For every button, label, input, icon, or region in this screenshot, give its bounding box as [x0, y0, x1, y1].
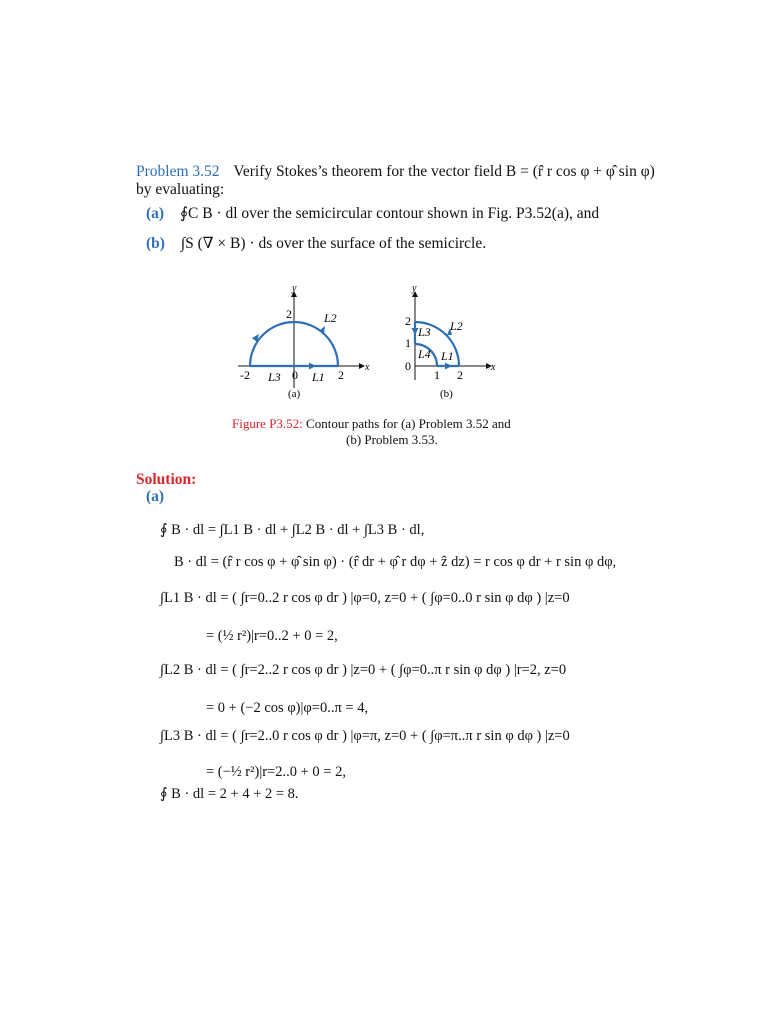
fig-b-label-L1: L1	[441, 349, 454, 363]
figure-caption-line-2: (b) Problem 3.53.	[346, 432, 438, 447]
part-b-text: ∫S (∇ × B) · ds over the surface of the semicircle.	[180, 235, 487, 252]
solution-part-a-label: (a)	[146, 488, 165, 505]
figure-caption-text: Contour paths for (a) Problem 3.52 and	[306, 416, 511, 431]
solution-line-3: ∫L1 B · dl = ( ∫r=0..2 r cos φ dr ) |φ=0, z=0 + ( ∫φ=0..0 r sin φ dφ ) |z=0	[160, 590, 570, 606]
solution-line-4: = (½ r²)|r=0..2 + 0 = 2,	[206, 628, 338, 644]
fig-a-label-L2: L2	[324, 311, 337, 325]
fig-a-label-L1: L1	[312, 370, 325, 384]
problem-line-2: by evaluating:	[136, 181, 225, 198]
fig-b-tick-x1: 1	[434, 368, 440, 382]
figure-b	[395, 280, 505, 400]
fig-a-label-L3: L3	[268, 370, 281, 384]
solution-line-6: = 0 + (−2 cos φ)|φ=0..π = 4,	[206, 700, 369, 716]
fig-b-label-L2: L2	[450, 319, 463, 333]
problem-part-a	[146, 204, 599, 223]
fig-b-subcaption: (b)	[440, 388, 453, 400]
solution-line-5: ∫L2 B · dl = ( ∫r=2..2 r cos φ dr ) |z=0 + ( ∫φ=0..π r sin φ dφ ) |r=2, z=0	[160, 662, 567, 678]
figure-caption	[232, 416, 511, 432]
fig-b-tick-x2: 2	[457, 368, 463, 382]
fig-b-tick-y1: 1	[405, 336, 411, 350]
fig-b-y-axis: y	[412, 283, 417, 294]
solution-line-1: ∮ B · dl = ∫L1 B · dl + ∫L2 B · dl + ∫L3 B · dl,	[160, 522, 425, 538]
fig-a-y-axis: y	[292, 283, 297, 294]
problem-line-1	[136, 163, 655, 181]
solution-heading: Solution:	[136, 471, 197, 488]
solution-line-9: ∮ B · dl = 2 + 4 + 2 = 8.	[160, 786, 299, 802]
problem-part-b	[146, 234, 486, 253]
fig-b-label-L3: L3	[418, 325, 431, 339]
fig-b-x-axis: x	[491, 362, 496, 373]
fig-b-tick-y2: 2	[405, 314, 411, 328]
problem-text: Verify Stokes’s theorem for the vector field B = (r̂ r cos φ + φ̂ sin φ)	[233, 163, 655, 180]
fig-b-tick-origin: 0	[405, 359, 411, 373]
fig-b-label-L4: L4	[418, 347, 431, 361]
part-a-label: (a)	[146, 205, 165, 222]
part-a-text: ∮C B · dl over the semicircular contour shown in Fig. P3.52(a), and	[179, 205, 600, 222]
solution-line-2: B · dl = (r̂ r cos φ + φ̂ sin φ) · (r̂ dr + φ̂ r dφ + ẑ dz) = r cos φ dr + r sin φ dφ,	[174, 554, 617, 570]
fig-a-subcaption: (a)	[288, 388, 301, 400]
fig-a-tick-right: 2	[338, 368, 344, 382]
fig-a-tick-origin: 0	[292, 368, 298, 382]
figure-a	[230, 280, 380, 400]
figure-caption-label: Figure P3.52:	[232, 416, 303, 431]
part-b-label: (b)	[146, 235, 165, 252]
fig-a-tick-top: 2	[286, 307, 292, 321]
fig-a-x-axis: x	[365, 362, 370, 373]
fig-a-tick-left: -2	[240, 368, 250, 382]
solution-line-7: ∫L3 B · dl = ( ∫r=2..0 r cos φ dr ) |φ=π, z=0 + ( ∫φ=π..π r sin φ dφ ) |z=0	[160, 728, 570, 744]
solution-line-8: = (−½ r²)|r=2..0 + 0 = 2,	[206, 764, 346, 780]
problem-label: Problem 3.52	[136, 163, 220, 180]
